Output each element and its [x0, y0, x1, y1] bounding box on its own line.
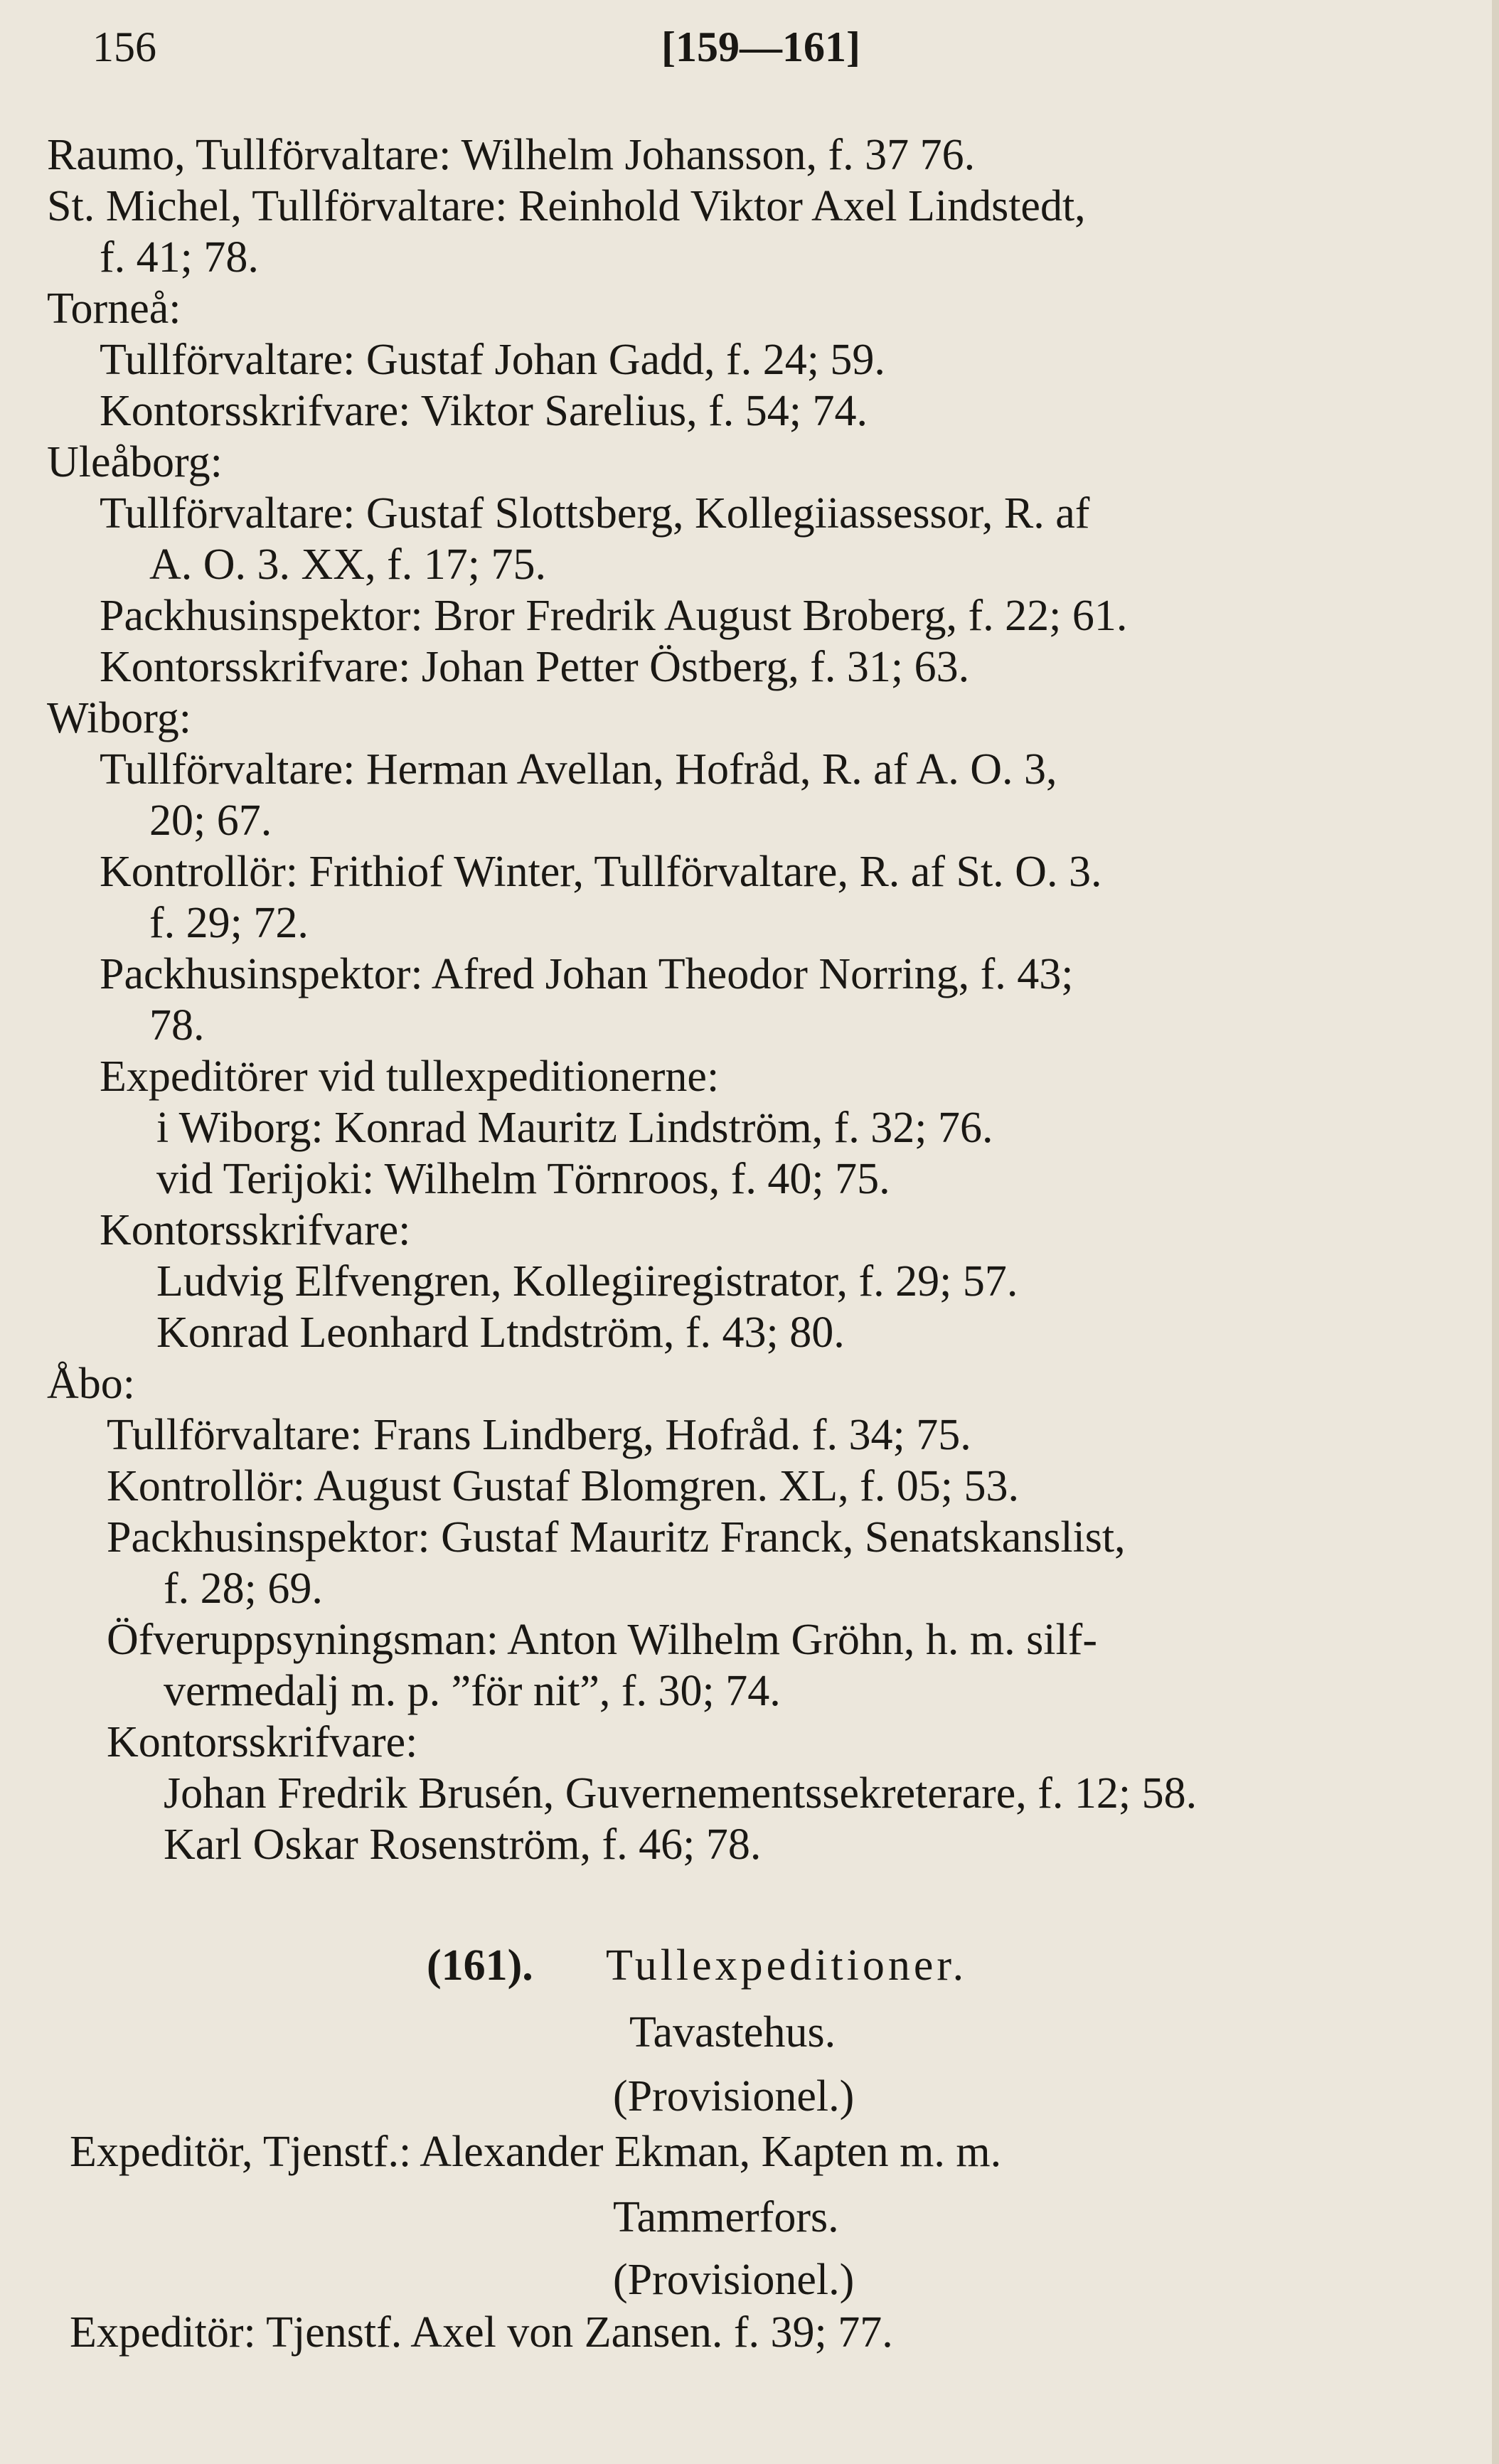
text-line: Torneå: — [47, 284, 181, 333]
page-edge — [1492, 0, 1499, 2464]
status-note: (Provisionel.) — [613, 2256, 855, 2304]
text-line: Raumo, Tullförvaltare: Wilhelm Johansson, f. 37 76. — [47, 131, 976, 179]
text-line: Åbo: — [47, 1360, 135, 1408]
text-line: vid Terijoki: Wilhelm Törnroos, f. 40; 75. — [156, 1155, 890, 1203]
entry-line: Expeditör, Tjenstf.: Alexander Ekman, Kapten m. m. — [70, 2128, 1002, 2176]
text-line: Kontorsskrifvare: Viktor Sarelius, f. 54; 74. — [100, 387, 868, 435]
text-line: 78. — [149, 1001, 205, 1050]
text-line: Packhusinspektor: Afred Johan Theodor Norring, f. 43; — [100, 950, 1074, 998]
text-line: vermedalj m. p. ”för nit”, f. 30; 74. — [164, 1667, 781, 1715]
section-number: (161). — [427, 1941, 533, 1990]
place-heading: Tavastehus. — [629, 2008, 836, 2057]
text-line: Tullförvaltare: Frans Lindberg, Hofråd. f. 34; 75. — [107, 1411, 971, 1459]
text-line: f. 29; 72. — [149, 899, 309, 947]
page-number: 156 — [92, 23, 156, 70]
text-line: Tullförvaltare: Gustaf Slottsberg, Kollegiiassessor, R. af — [100, 489, 1090, 538]
text-line: Expeditörer vid tullexpeditionerne: — [100, 1052, 720, 1101]
text-line: Konrad Leonhard Ltndström, f. 43; 80. — [156, 1308, 845, 1357]
section-range: [159—161] — [661, 23, 860, 70]
section-title: Tullexpeditioner. — [606, 1941, 968, 1990]
text-line: Tullförvaltare: Herman Avellan, Hofråd, R. af A. O. 3, — [100, 745, 1057, 794]
text-line: St. Michel, Tullförvaltare: Reinhold Viktor Axel Lindstedt, — [47, 182, 1086, 230]
text-line: Tullförvaltare: Gustaf Johan Gadd, f. 24; 59. — [100, 336, 885, 384]
text-line: f. 28; 69. — [164, 1564, 323, 1613]
text-line: Wiborg: — [47, 694, 192, 742]
text-line: Karl Oskar Rosenström, f. 46; 78. — [164, 1820, 762, 1869]
text-line: Packhusinspektor: Bror Fredrik August Broberg, f. 22; 61. — [100, 592, 1128, 640]
text-line: Kontrollör: August Gustaf Blomgren. XL, f. 05; 53. — [107, 1462, 1019, 1510]
place-heading: Tammerfors. — [613, 2193, 839, 2241]
entry-line: Expeditör: Tjenstf. Axel von Zansen. f. 39; 77. — [70, 2308, 893, 2357]
text-line: Uleåborg: — [47, 438, 223, 486]
text-line: Kontorsskrifvare: — [107, 1718, 418, 1766]
text-line: Kontrollör: Frithiof Winter, Tullförvaltare, R. af St. O. 3. — [100, 848, 1102, 896]
status-note: (Provisionel.) — [613, 2072, 855, 2121]
text-line: i Wiborg: Konrad Mauritz Lindström, f. 32; 76. — [156, 1104, 993, 1152]
text-line: f. 41; 78. — [100, 233, 259, 282]
text-line: Kontorsskrifvare: — [100, 1206, 411, 1254]
text-line: Ludvig Elfvengren, Kollegiiregistrator, f. 29; 57. — [156, 1257, 1018, 1306]
text-line: Johan Fredrik Brusén, Guvernementssekreterare, f. 12; 58. — [164, 1769, 1197, 1818]
text-line: Packhusinspektor: Gustaf Mauritz Franck, Senatskanslist, — [107, 1513, 1126, 1562]
text-line: Kontorsskrifvare: Johan Petter Östberg, f. 31; 63. — [100, 643, 970, 691]
text-line: Öfveruppsyningsman: Anton Wilhelm Gröhn, h. m. silf- — [107, 1616, 1097, 1664]
text-line: 20; 67. — [149, 796, 272, 845]
text-line: A. O. 3. XX, f. 17; 75. — [149, 540, 546, 589]
